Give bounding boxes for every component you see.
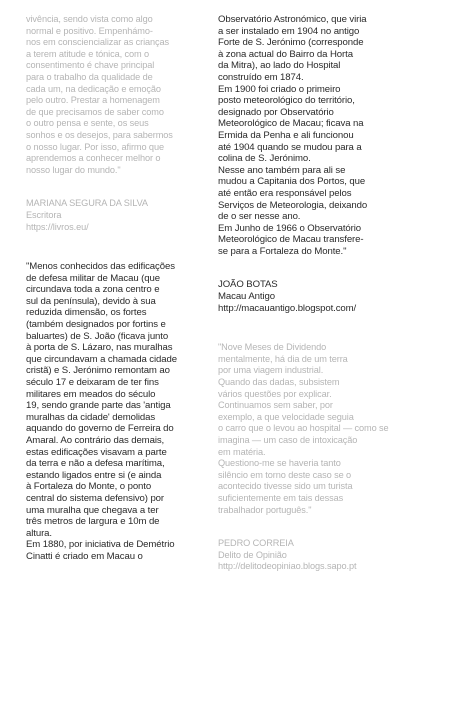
text-line: militares em meados do século	[26, 388, 156, 400]
text-line: três metros de largura e 10m de	[26, 516, 160, 528]
text-line: Quando das dadas, subsistem	[218, 377, 340, 388]
text-line: consentimento é chave principal	[26, 60, 155, 71]
text-line: Ermida da Penha e ali funcionou	[218, 129, 354, 141]
text-line: o carro que o levou ao hospital — como se	[218, 423, 389, 434]
text-line: Meteorológico de Macau transfere-	[218, 234, 364, 246]
text-line: Questiono-me se haveria tanto	[218, 458, 341, 469]
text-line: "Menos conhecidos das edificações	[26, 261, 175, 273]
text-line: a terem atitude e tónica, com o	[26, 48, 150, 59]
text-line: Cinatti é criado em Macau o	[26, 550, 143, 562]
text-line: cristã) e S. Jerónimo remontam ao	[26, 365, 170, 377]
text-line: para o trabalho da qualidade de	[26, 71, 153, 82]
text-line: por uma viagem industrial.	[218, 365, 324, 376]
text-line: que circundavam a chamada cidade	[26, 353, 177, 365]
text-line: até 1904 quando se mudou para a	[218, 141, 362, 153]
text-line: pelo outro. Prestar a homenagem	[26, 95, 160, 106]
text-line: sul da península), devido à sua	[26, 295, 156, 307]
text-line: suficientemente em tais dessas	[218, 492, 344, 503]
text-line: século 17 e deixaram de ter fins	[26, 377, 159, 389]
text-line: exemplo, a que velocidade seguia	[218, 411, 354, 422]
author-role: Escritora	[26, 209, 62, 220]
signature-joao-botas	[218, 279, 418, 314]
text-line: Observatório Astronómico, que viria	[218, 14, 367, 25]
text-line: Amaral. Ao contrário das demais,	[26, 435, 165, 446]
text-line: Forte de S. Jerónimo (corresponde	[218, 37, 364, 49]
author-role: Delito de Opinião	[218, 549, 287, 560]
text-line: Em Junho de 1966 o Observatório	[218, 222, 362, 234]
text-line: de o ser nesse ano.	[218, 211, 301, 223]
author-name: JOÃO BOTAS	[218, 279, 278, 291]
text-line: de defesa militar de Macau (que	[26, 272, 160, 284]
text-line: estando ligados entre si (e ainda	[26, 469, 162, 481]
text-line: a ser instalado em 1904 no antigo	[218, 25, 360, 37]
text-line: vivência, sendo vista como algo	[26, 14, 153, 24]
text-line: da terra e não a defesa marítima,	[26, 458, 165, 470]
text-line: o outro pensa e sente, os seus	[26, 118, 149, 129]
author-url[interactable]: http://delitodeopiniao.blogs.sapo.pt	[218, 561, 357, 572]
text-line: central do sistema defensivo) por	[26, 492, 165, 504]
text-line: aquando do governo de Ferreira do	[26, 423, 174, 435]
text-line: vários questões por explicar.	[218, 388, 332, 399]
text-line: mentalmente, há dia de um terra	[218, 353, 348, 364]
text-line: Nesse ano também para ali se	[218, 164, 346, 176]
text-line: o nosso lugar. Por isso, afirmo que	[26, 141, 164, 152]
author-name: PEDRO CORREIA	[218, 538, 294, 549]
text-line: se para a Fortaleza do Monte."	[218, 245, 347, 257]
text-line: à zona actual do Bairro da Horta	[218, 48, 353, 60]
text-line: acontecido tivesse sido um turista	[218, 481, 353, 492]
text-line: Serviços de Meteorologia, deixando	[218, 199, 368, 211]
text-line: nosso lugar do mundo."	[26, 164, 121, 175]
text-line: designado por Observatório	[218, 106, 334, 118]
signature-pedro-correia	[218, 538, 418, 573]
left-column	[26, 14, 216, 563]
text-line: cada um, na dedicação e emoção	[26, 83, 161, 94]
text-line: 19, sendo grande parte das 'antiga	[26, 400, 171, 412]
text-line: muralhas da cidade' demolidas	[26, 411, 156, 423]
text-line: mudou a Capitania dos Portos, que	[218, 176, 366, 188]
text-line: Meteorológico de Macau; ficava na	[218, 118, 364, 130]
text-line: reduzida dimensão, os fortes	[26, 307, 147, 319]
text-line: altura.	[26, 527, 52, 539]
text-line: de que precisamos de saber como	[26, 106, 164, 117]
text-line: à porta de S. Lázaro, nas muralhas	[26, 342, 173, 354]
signature-mariana	[26, 198, 216, 233]
text-line: uma muralha que chegava a ter	[26, 504, 159, 516]
text-line: trabalhador português."	[218, 504, 312, 515]
text-line: em matéria.	[218, 446, 266, 457]
author-url[interactable]: https://livros.eu/	[26, 221, 89, 232]
text-line: (também designados por fortins e	[26, 319, 166, 331]
quote-joao-botas-part1	[26, 261, 216, 562]
text-line: à Fortaleza do Monte, o ponto	[26, 481, 152, 493]
text-line: nos em consciencializar as crianças	[26, 37, 170, 48]
right-column	[218, 14, 418, 573]
text-line: Continuamos sem saber, por	[218, 400, 333, 411]
text-line: baluartes) de S. João (ficava junto	[26, 330, 169, 342]
quote-mariana	[26, 14, 216, 176]
author-url[interactable]: http://macauantigo.blogspot.com/	[218, 302, 357, 314]
text-line: colina de S. Jerónimo.	[218, 153, 311, 165]
text-line: da Mitra), ao lado do Hospital	[218, 60, 341, 72]
author-name: MARIANA SEGURA DA SILVA	[26, 198, 148, 209]
author-role: Macau Antigo	[218, 291, 275, 303]
text-line: normal e positivo. Empenhámo-	[26, 25, 153, 36]
text-line: circundava toda a zona centro e	[26, 284, 160, 296]
text-line: "Nove Meses de Dividendo	[218, 342, 327, 353]
text-line: construído em 1874.	[218, 71, 304, 83]
text-line: posto meteorológico do território,	[218, 95, 355, 107]
text-line: aprendemos a conhecer melhor o	[26, 153, 161, 164]
text-line: imagina — um caso de intoxicação	[218, 435, 358, 445]
text-line: sonhos e os desejos, para sabermos	[26, 129, 173, 140]
text-line: silêncio em torno deste caso se o	[218, 469, 352, 480]
text-line: Em 1900 foi criado o primeiro	[218, 83, 341, 95]
quote-pedro-correia	[218, 342, 418, 516]
quote-joao-botas-part2	[218, 14, 418, 257]
text-line: até então era responsável pelos	[218, 187, 352, 199]
text-line: estas edificações visavam a parte	[26, 446, 167, 458]
text-line: Em 1880, por iniciativa de Demétrio	[26, 539, 175, 551]
